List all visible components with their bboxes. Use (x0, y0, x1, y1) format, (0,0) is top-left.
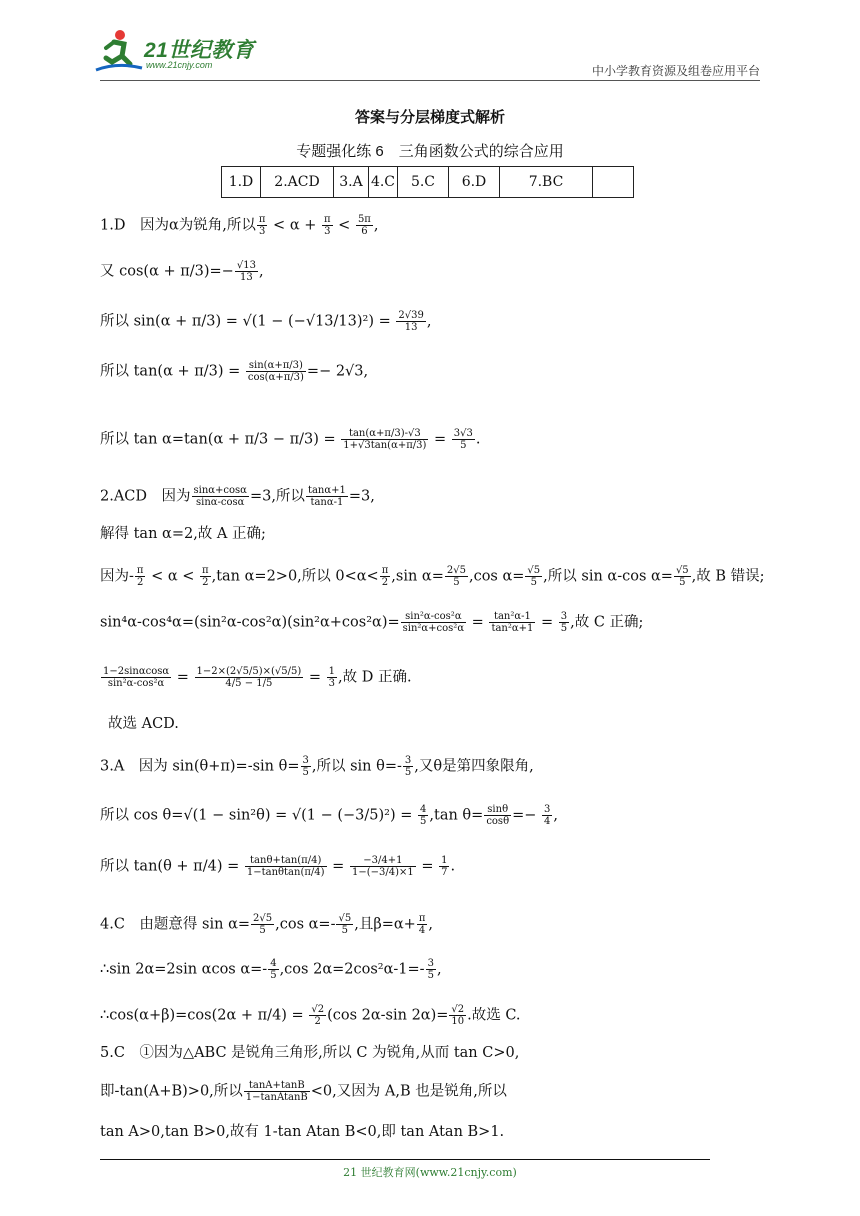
runner-logo-icon (92, 28, 144, 74)
header-divider (100, 80, 760, 81)
q2-line4: sin⁴α-cos⁴α=(sin²α-cos²α)(sin²α+cos²α)= $\frac{\text{sin²α-cos²α}}{\text{sin²α+cos²α}}$ = $\frac{\text{tan²α-1}}{\text{tan²α+1}}$ = $\frac{3}{5}$ ,故 C 正确; (100, 611, 644, 634)
q5-line2: 即-tan(A+B)>0,所以 $\frac{\tan A+\tan B}{\text{1−tanAtanB}}$ <0,又因为 A,B 也是锐角,所以 (100, 1080, 507, 1103)
footer-text: 21 世纪教育网(www.21cnjy.com) (343, 1166, 517, 1179)
q4-line2: ∴sin 2α=2sin αcos α=- $\frac{4}{5}$ ,cos 2α=2cos²α-1=- $\frac{3}{5}$ , (100, 958, 442, 981)
q2-line5: $\frac{1-2\sin\alpha\cos\alpha}{\text{sin²α-cos²α}}$ = $\frac{1-2\times(2√5/5)\times(√5/5)}{4/5 - 1/5}$ = $\frac{1}{3}$ ,故 D 正确. (103, 666, 412, 689)
answer-cell: 6.D (449, 167, 500, 198)
q3-line3: 所以 tan(θ + π/4) = $\frac{\tan\theta+\tan(\pi/4)}{1-\tan\theta\tan(\pi/4)}$ = $\frac{-3/4+1}{1-(-3/4)\times 1}$ = $\frac{1}{7}$ . (100, 855, 456, 878)
q2-line6: 故选 ACD. (108, 716, 179, 732)
q3-line1: 3.A 因为 sin(θ+π)=-sin θ= $\frac{3}{5}$ ,所以 sin θ=- $\frac{3}{5}$ ,又θ是第四象限角, (100, 755, 534, 778)
q1-line1: 1.D 因为α为锐角,所以 $\frac{\pi}{3}$ < α + $\frac{\pi}{3}$ < $\frac{5\pi}{6}$ , (100, 214, 379, 237)
logo-url: www.21cnjy.com (146, 60, 213, 70)
q1-line3: 所以 sin(α + π/3) = √(1 − (−√13/13)²) = $\frac{2√39}{13}$ , (100, 310, 432, 333)
footer-divider (100, 1159, 710, 1160)
logo-text: 21世纪教育 (144, 39, 255, 62)
q5-line1: 5.C ①因为△ABC 是锐角三角形,所以 C 为锐角,从而 tan C>0, (100, 1045, 520, 1061)
answer-cell: 3.A (334, 167, 369, 198)
q2-line1: 2.ACD 因为 $\frac{\sin\alpha+\cos\alpha}{\sin\alpha-\cos\alpha}$ =3,所以 $\frac{\tan\alpha+1}{\tan\alpha-1}$ =3, (100, 485, 375, 508)
answer-cell: 1.D (222, 167, 261, 198)
answer-cell: 5.C (398, 167, 449, 198)
answer-cell: 7.BC (500, 167, 593, 198)
answer-cell: 2.ACD (261, 167, 334, 198)
q1-line5: 所以 tan α=tan(α + π/3 − π/3) = $\frac{\tan(\alpha+\pi/3)-√3}{1+√3\tan(\alpha+\pi/3)}$ = $\frac{3√3}{5}$ . (100, 428, 481, 451)
answer-cell (593, 167, 634, 198)
q2-line2: 解得 tan α=2,故 A 正确; (100, 526, 266, 542)
answer-table (221, 166, 634, 198)
q1-line4: 所以 tan(α + π/3) = $\frac{\sin(\alpha+\pi/3)}{\cos(\alpha+\pi/3)}$ =− 2√3, (100, 360, 369, 383)
page-title: 答案与分层梯度式解析 (354, 109, 505, 126)
page-subtitle: 专题强化练 6 三角函数公式的综合应用 (296, 143, 564, 160)
q2-line3: 因为- $\frac{\pi}{2}$ < α < $\frac{\pi}{2}$ ,tan α=2>0,所以 0<α< $\frac{\pi}{2}$ ,sin α= $\frac{2√5}{5}$ ,cos α= $\frac{√5}{5}$ ,所以 sin α-cos α= $\frac{√5}{5}$ ,故 B 错误; (100, 565, 765, 588)
q3-line2: 所以 cos θ=√(1 − sin²θ) = √(1 − (−3/5)²) = $\frac{4}{5}$ ,tan θ= $\frac{\sin\theta}{\cos\theta}$ =− $\frac{3}{4}$ , (100, 804, 558, 827)
q1-line2: 又 cos(α + π/3)=− $\frac{√13}{13}$ , (100, 260, 264, 283)
platform-label: 中小学教育资源及组卷应用平台 (591, 64, 760, 78)
q4-line3: ∴cos(α+β)=cos(2α + π/4) = $\frac{√2}{2}$ (cos 2α-sin 2α)= $\frac{√2}{10}$ .故选 C. (100, 1004, 521, 1027)
site-logo (92, 28, 262, 80)
q4-line1: 4.C 由题意得 sin α= $\frac{2√5}{5}$ ,cos α=- $\frac{√5}{5}$ ,且β=α+ $\frac{\pi}{4}$ , (100, 913, 433, 936)
q5-line3: tan A>0,tan B>0,故有 1-tan Atan B<0,即 tan Atan B>1. (100, 1124, 505, 1140)
answer-cell: 4.C (369, 167, 398, 198)
